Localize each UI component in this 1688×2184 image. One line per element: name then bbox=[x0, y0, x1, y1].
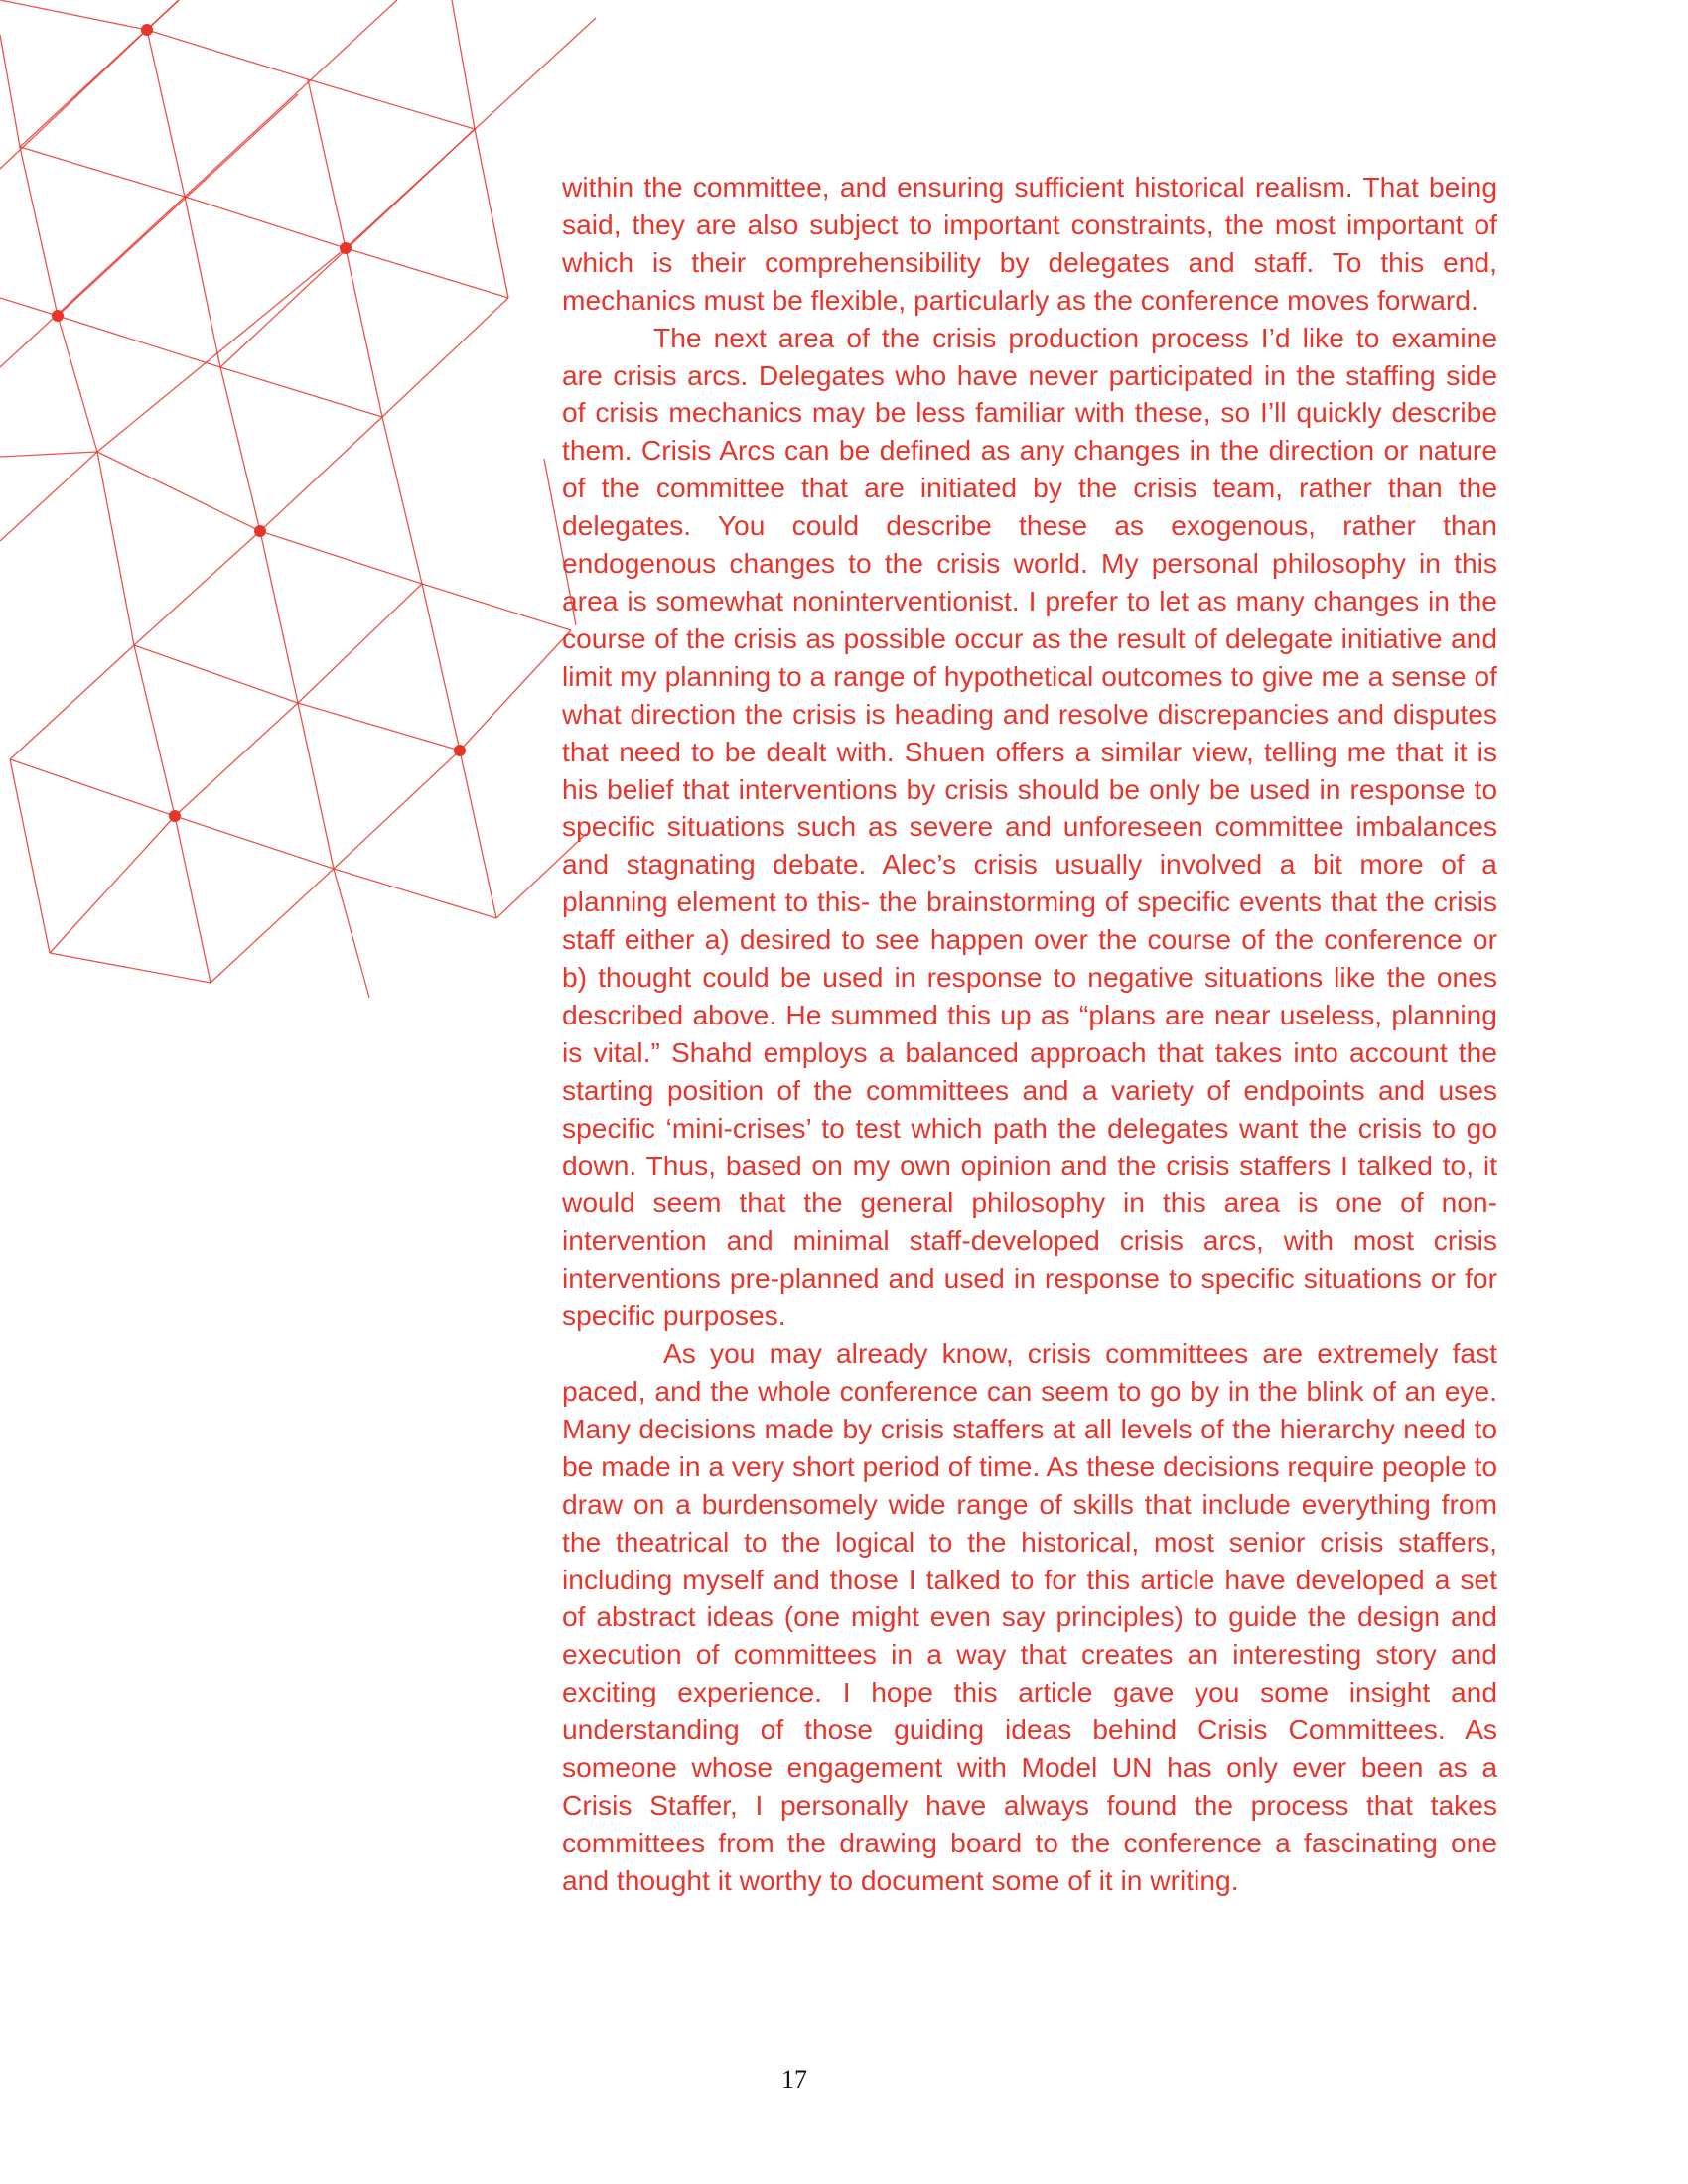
paragraph: The next area of the crisis production process I’d like to examine are crisis arcs. Delegates who have never participated in the staffing side of crisis mechanics may be less familiar with these, so I’ll quickly describe them. Crisis Arcs can be defined as any changes in the direction or nature of the committee that are initiated by the crisis team, rather than the delegates. You could describe these as exogenous, rather than endogenous changes to the crisis world. My personal philosophy in this area is somewhat noninterventionist. I prefer to let as many changes in the course of the crisis as possible occur as the result of delegate initiative and limit my planning to a range of hypothetical outcomes to give me a sense of what direction the crisis is heading and resolve discrepancies and disputes that need to be dealt with. Shuen offers a similar view, telling me that it is his belief that interventions by crisis should be only be used in response to specific situations such as severe and unforeseen committee imbalances and stagnating debate. Alec’s crisis usually involved a bit more of a planning element to this- the brainstorming of specific events that the crisis staff either a) desired to see happen over the course of the conference or b) thought could be used in response to negative situations like the ones described above. He summed this up as “plans are near useless, planning is vital.” Shahd employs a balanced approach that takes into account the starting position of the committees and a variety of endpoints and uses specific ‘mini-crises’ to test which path the delegates want the crisis to go down. Thus, based on my own opinion and the crisis staffers I talked to, it would seem that the general philosophy in this area is one of non-intervention and minimal staff-developed crisis arcs, with most crisis interventions pre-planned and used in response to specific situations or for specific purposes. bbox=[562, 321, 1497, 1332]
triangle-lattice-decoration bbox=[0, 0, 616, 1003]
article-body bbox=[562, 169, 1497, 1900]
paragraph: As you may already know, crisis committees are extremely fast paced, and the whole conference can seem to go by in the blink of an eye. Many decisions made by crisis staffers at all levels of the hierarchy need to be made in a very short period of time. As these decisions require people to draw on a burdensomely wide range of skills that include everything from the theatrical to the logical to the historical, most senior crisis staffers, including myself and those I talked to for this article have developed a set of abstract ideas (one might even say principles) to guide the design and execution of committees in a way that creates an interesting story and exciting experience. I hope this article gave you some insight and understanding of those guiding ideas behind Crisis Committees. As someone whose engagement with Model UN has only ever been as a Crisis Staffer, I personally have always found the process that takes committees from the drawing board to the conference a fascinating one and thought it worthy to document some of it in writing. bbox=[562, 1337, 1497, 1896]
paragraph: within the committee, and ensuring sufficient historical realism. That being said, they are also subject to important constraints, the most important of which is their comprehensibility by delegates and staff. To this end, mechanics must be flexible, particularly as the conference moves forward. bbox=[562, 171, 1497, 316]
page-number: 17 bbox=[781, 2065, 807, 2094]
